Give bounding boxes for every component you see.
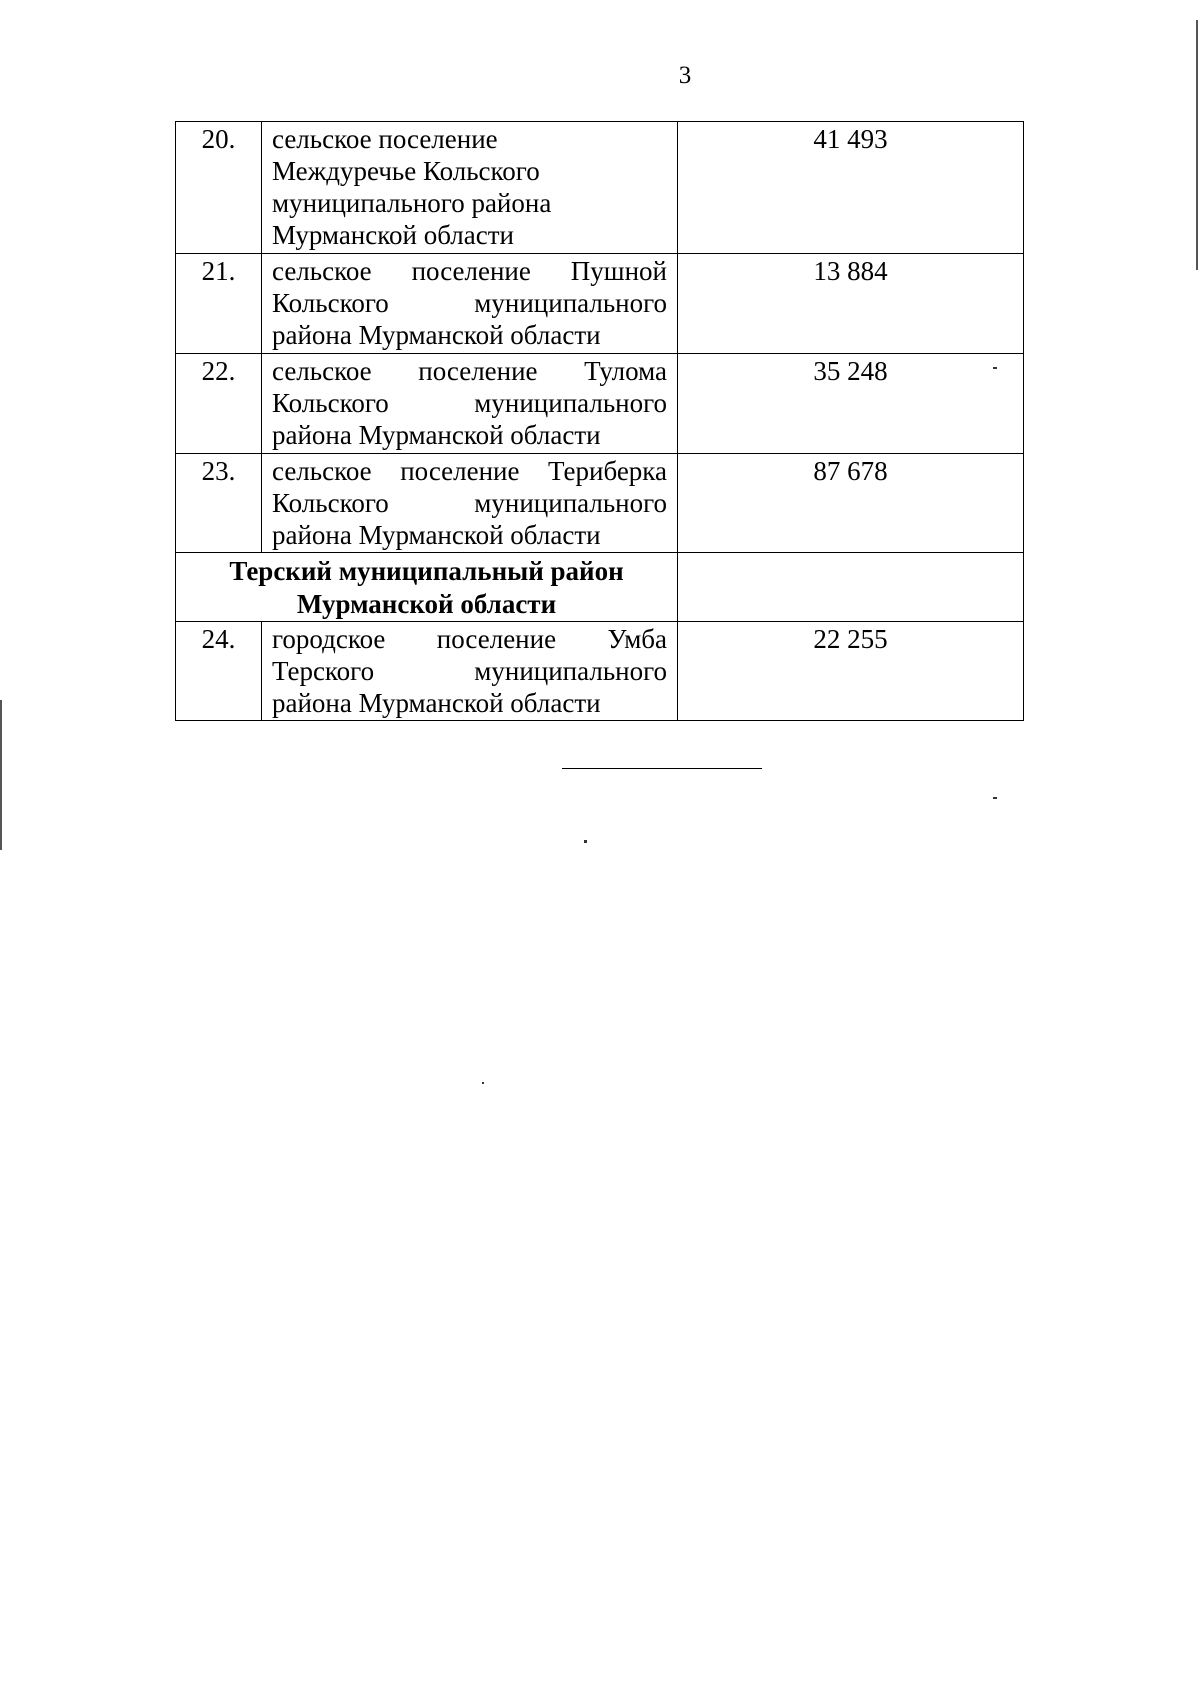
scan-speck xyxy=(482,1082,484,1084)
name-line: района Мурманской области xyxy=(272,320,601,350)
name-line: Терского муниципального xyxy=(272,656,667,686)
name-line: Кольского муниципального xyxy=(272,288,667,318)
settlement-value: 13 884 xyxy=(678,254,1024,354)
table-row xyxy=(176,354,1024,454)
settlement-name xyxy=(262,622,678,721)
table-row xyxy=(176,122,1024,254)
settlement-name xyxy=(262,354,678,454)
scan-edge-line xyxy=(1196,20,1198,270)
row-number: 22. xyxy=(176,354,262,454)
table-row xyxy=(176,454,1024,553)
name-line: муниципального района xyxy=(272,188,552,218)
name-line: Мурманской области xyxy=(272,220,514,250)
name-line: Кольского муниципального xyxy=(272,388,667,418)
name-line: сельское поселение Териберка xyxy=(272,456,667,486)
settlement-value: 35 248 xyxy=(678,354,1024,454)
page-number: 3 xyxy=(678,62,692,89)
settlement-name xyxy=(262,122,678,254)
section-title-line: Терский муниципальный район xyxy=(229,556,624,586)
section-header-row xyxy=(176,553,1024,622)
name-line: городское поселение Умба xyxy=(272,624,667,654)
row-number: 24. xyxy=(176,622,262,721)
name-line: сельское поселение Пушной xyxy=(272,256,667,286)
name-line: сельское поселение Тулома xyxy=(272,356,667,386)
settlement-name xyxy=(262,454,678,553)
row-number: 20. xyxy=(176,122,262,254)
name-line: района Мурманской области xyxy=(272,420,601,450)
name-line: сельское поселение xyxy=(272,124,498,154)
section-title xyxy=(176,553,678,622)
settlements-table xyxy=(175,121,1024,721)
closing-rule xyxy=(562,768,762,769)
scan-speck xyxy=(584,840,587,843)
name-line: Кольского муниципального xyxy=(272,488,667,518)
settlement-value: 41 493 xyxy=(678,122,1024,254)
name-line: района Мурманской области xyxy=(272,688,601,718)
section-title-line: Мурманской области xyxy=(296,589,557,619)
row-number: 21. xyxy=(176,254,262,354)
row-number: 23. xyxy=(176,454,262,553)
table-row xyxy=(176,622,1024,721)
settlement-name xyxy=(262,254,678,354)
name-line: Междуречье Кольского xyxy=(272,156,540,186)
settlement-value: 22 255 xyxy=(678,622,1024,721)
scan-speck xyxy=(993,367,997,369)
settlement-value: 87 678 xyxy=(678,454,1024,553)
name-line: района Мурманской области xyxy=(272,520,601,550)
scan-speck xyxy=(993,797,997,799)
table-row xyxy=(176,254,1024,354)
scan-edge-line xyxy=(0,700,2,850)
section-value-empty xyxy=(678,553,1024,622)
